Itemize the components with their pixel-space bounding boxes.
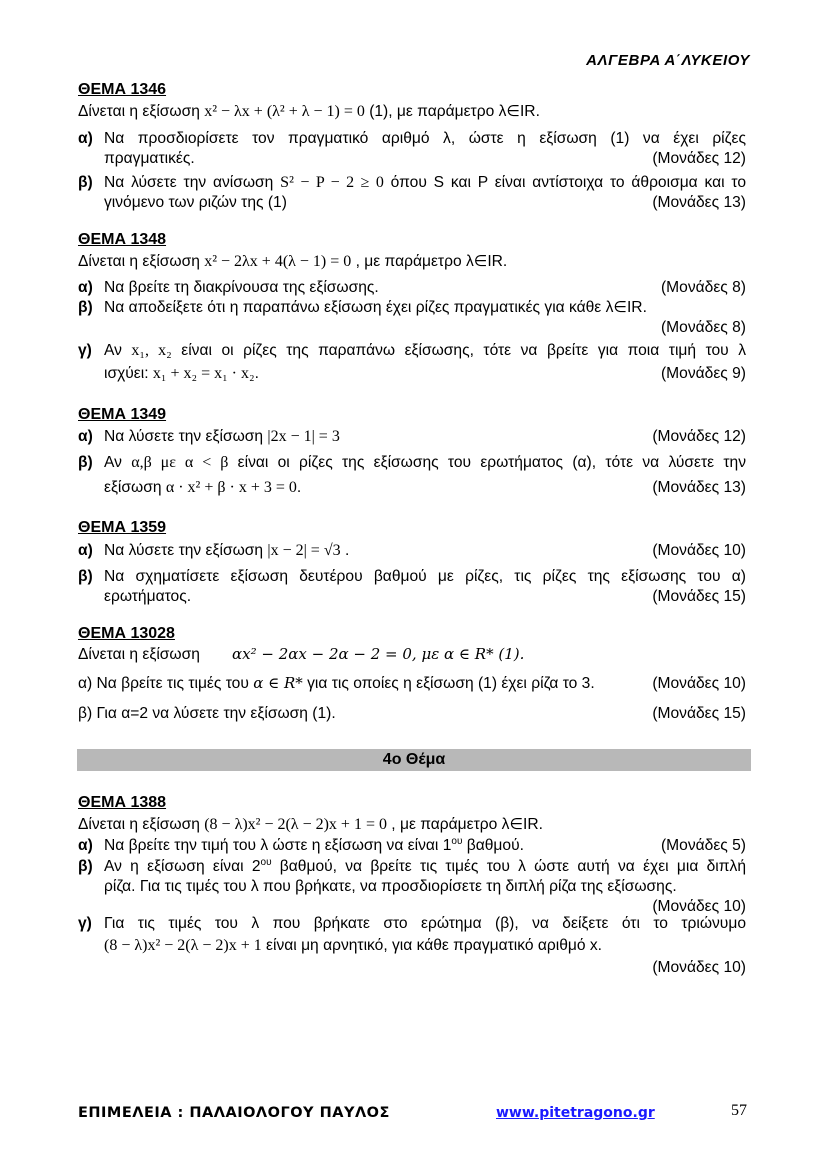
part-b-text-cont: ερωτήματος. xyxy=(104,588,192,605)
points: (Μονάδες 10) xyxy=(652,898,746,915)
points: (Μονάδες 15) xyxy=(652,705,746,722)
part-b-text: Να σχηματίσετε εξίσωση δευτέρου βαθμού με ρίζες, τις ρίζες της εξίσωσης του α) xyxy=(104,568,746,585)
part-b-text: Να αποδείξετε ότι η παραπάνω εξίσωση έχει ρίζες πραγματικές για κάθε λ∈IR. xyxy=(104,299,647,316)
part-b-text: Αν η εξίσωση είναι $2^{o\upsilon}$ βαθμού, να βρείτε τις τιμές του λ ώστε αυτή να έχει μια διπλή xyxy=(104,856,746,875)
equation-1348: x² − 2λx + 4(λ − 1) = 0 xyxy=(204,253,352,270)
part-c-text-cont: ισχύει: x₁ + x₂ = x₁ · x₂. xyxy=(104,365,259,382)
points: (Μονάδες 10) xyxy=(652,959,746,976)
points: (Μονάδες 9) xyxy=(660,365,746,382)
problem-title-1359: ΘΕΜΑ 1359 xyxy=(78,519,167,536)
equation-13028: αx² − 2αx − 2α − 2 = 0, με α ∈ R* (1). xyxy=(232,645,525,663)
part-a-text: Να βρείτε τη διακρίνουσα της εξίσωσης. xyxy=(104,279,379,296)
problem-intro-1346: Δίνεται η εξίσωση x² − λx + (λ² + λ − 1) = 0 (1), με παράμετρο λ∈IR. xyxy=(78,103,540,120)
part-b-text: β) Για α=2 να λύσετε την εξίσωση (1). xyxy=(78,705,336,722)
footer-website-link[interactable]: www.pitetragono.gr xyxy=(496,1105,655,1121)
problem-title-1349: ΘΕΜΑ 1349 xyxy=(78,406,167,423)
page-number: 57 xyxy=(731,1102,747,1119)
problem-intro-13028: Δίνεται η εξίσωση xyxy=(78,646,200,663)
part-a-text: Να προσδιορίσετε τον πραγματικό αριθμό λ, ώστε η εξίσωση (1) να έχει ρίζες xyxy=(104,130,746,147)
part-b-text-cont: γινόμενο των ριζών της (1) xyxy=(104,194,287,211)
points: (Μονάδες 10) xyxy=(652,542,746,559)
equation-1388: (8 − λ)x² − 2(λ − 2)x + 1 = 0 xyxy=(204,816,387,833)
part-c-text: Αν x₁, x₂ είναι οι ρίζες της παραπάνω εξίσωσης, τότε να βρείτε για ποια τιμή του λ xyxy=(104,342,747,359)
part-a-text: Να λύσετε την εξίσωση |2x − 1| = 3 xyxy=(104,428,340,445)
points: (Μονάδες 13) xyxy=(652,479,746,496)
problem-title-13028: ΘΕΜΑ 13028 xyxy=(78,625,175,642)
points: (Μονάδες 15) xyxy=(652,588,746,605)
part-label: α) xyxy=(78,279,93,296)
points: (Μονάδες 8) xyxy=(660,319,746,336)
part-label: α) xyxy=(78,130,93,147)
part-label: γ) xyxy=(78,342,92,359)
points: (Μονάδες 5) xyxy=(660,837,746,854)
section-banner: 4ο Θέμα xyxy=(77,749,751,771)
page-header: ΑΛΓΕΒΡΑ Α΄ΛΥΚΕΙΟΥ xyxy=(586,52,750,69)
part-c-text-cont: (8 − λ)x² − 2(λ − 2)x + 1 είναι μη αρνητικό, για κάθε πραγματικό αριθμό x. xyxy=(104,937,602,954)
problem-title-1346: ΘΕΜΑ 1346 xyxy=(78,81,167,98)
points: (Μονάδες 12) xyxy=(652,428,746,445)
points: (Μονάδες 13) xyxy=(652,194,746,211)
footer-editor: ΕΠΙΜΕΛΕΙΑ : ΠΑΛΑΙΟΛΟΓΟΥ ΠΑΥΛΟΣ xyxy=(78,1105,390,1121)
part-label: α) xyxy=(78,428,93,445)
points: (Μονάδες 10) xyxy=(652,675,746,692)
problem-title-1388: ΘΕΜΑ 1388 xyxy=(78,794,167,811)
problem-intro-1388: Δίνεται η εξίσωση (8 − λ)x² − 2(λ − 2)x + 1 = 0 , με παράμετρο λ∈IR. xyxy=(78,816,543,833)
points: (Μονάδες 12) xyxy=(652,150,746,167)
equation-1346: x² − λx + (λ² + λ − 1) = 0 xyxy=(204,103,365,120)
part-a-text: Να βρείτε την τιμή του λ ώστε η εξίσωση να είναι $1^{o\upsilon}$ βαθμού. xyxy=(104,835,524,854)
problem-title-1348: ΘΕΜΑ 1348 xyxy=(78,231,167,248)
part-b-text-cont: εξίσωση α · x² + β · x + 3 = 0. xyxy=(104,479,302,496)
part-label: β) xyxy=(78,299,93,316)
part-label: β) xyxy=(78,568,93,585)
part-label: β) xyxy=(78,174,93,191)
part-b-text: Αν α,β με α < β είναι οι ρίζες της εξίσωσης του ερωτήματος (α), τότε να λύσετε την xyxy=(104,454,747,471)
problem-intro-1348: Δίνεται η εξίσωση x² − 2λx + 4(λ − 1) = 0 , με παράμετρο λ∈IR. xyxy=(78,253,508,270)
part-b-text: Να λύσετε την ανίσωση S² − P − 2 ≥ 0 όπου S και P είναι αντίστοιχα το άθροισμα και το xyxy=(104,174,747,191)
part-c-text: Για τις τιμές του λ που βρήκατε στο ερώτημα (β), να δείξετε ότι το τριώνυμο xyxy=(104,915,746,932)
part-label: β) xyxy=(78,858,93,875)
part-label: γ) xyxy=(78,915,92,932)
part-label: α) xyxy=(78,542,93,559)
part-a-text: Να λύσετε την εξίσωση |x − 2| = √3 . xyxy=(104,542,350,559)
part-label: β) xyxy=(78,454,93,471)
part-b-text-cont: ρίζα. Για τις τιμές του λ που βρήκατε, να προσδιορίσετε τη διπλή ρίζα της εξίσωσης. xyxy=(104,878,677,895)
points: (Μονάδες 8) xyxy=(660,279,746,296)
part-label: α) xyxy=(78,837,93,854)
part-a-text: α) Να βρείτε τις τιμές του α ∈ R* για τις οποίες η εξίσωση (1) έχει ρίζα το 3. xyxy=(78,674,595,692)
part-a-text-cont: πραγματικές. xyxy=(104,150,195,167)
